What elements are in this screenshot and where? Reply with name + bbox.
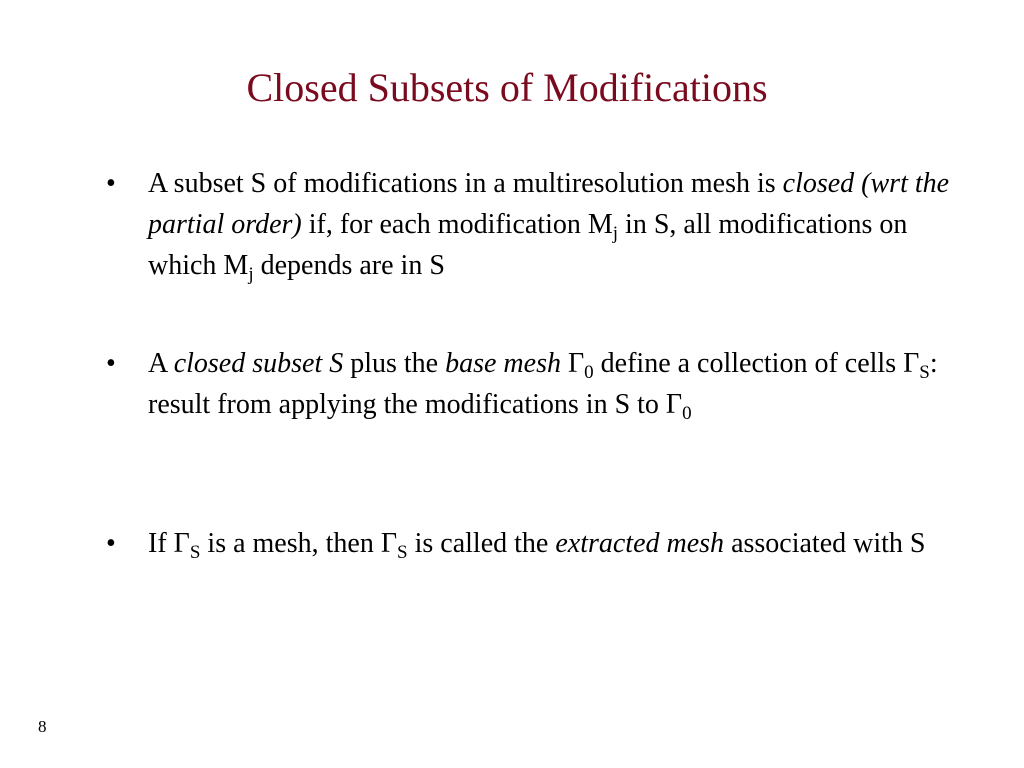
bullet-text [148, 343, 968, 425]
text-segment: associated with S [724, 528, 926, 559]
text-segment: Γ [560, 348, 585, 379]
text-segment: If Γ [148, 528, 190, 559]
text-segment: plus the [343, 348, 446, 379]
text-segment: is called the [407, 528, 556, 559]
text-subscript: S [189, 542, 201, 563]
bullet-dot-icon: • [106, 168, 116, 199]
text-subscript: j [248, 264, 254, 285]
text-segment: in S, all modifications on which M [148, 209, 908, 281]
bullet-dot-icon: • [106, 348, 116, 379]
text-segment-italic: extracted mesh [555, 528, 725, 559]
text-subscript: j [612, 223, 619, 244]
text-segment: A subset S of modifications in a multiresolution mesh is [148, 168, 783, 199]
text-segment-italic: closed (wrt the partial order) [148, 168, 950, 240]
text-segment-italic: base mesh [445, 348, 561, 379]
bullet-text [148, 163, 968, 286]
text-segment: if, for each modification M [301, 209, 613, 240]
text-segment: : result from applying the modifications in S to Γ [148, 348, 938, 420]
bullet-text [148, 523, 968, 564]
bullet-dot-icon: • [106, 528, 116, 559]
text-subscript: 0 [682, 403, 692, 424]
text-segment: A [148, 348, 174, 379]
text-segment: depends are in S [253, 250, 445, 281]
text-segment-italic: closed subset S [173, 348, 344, 379]
page-number: 8 [38, 717, 47, 736]
text-subscript: S [397, 542, 408, 563]
text-subscript: S [919, 362, 930, 383]
text-subscript: 0 [584, 362, 594, 383]
text-segment: is a mesh, then Γ [200, 528, 398, 559]
text-segment: define a collection of cells Γ [593, 348, 920, 379]
slide-title: Closed Subsets of Modifications [246, 65, 768, 110]
